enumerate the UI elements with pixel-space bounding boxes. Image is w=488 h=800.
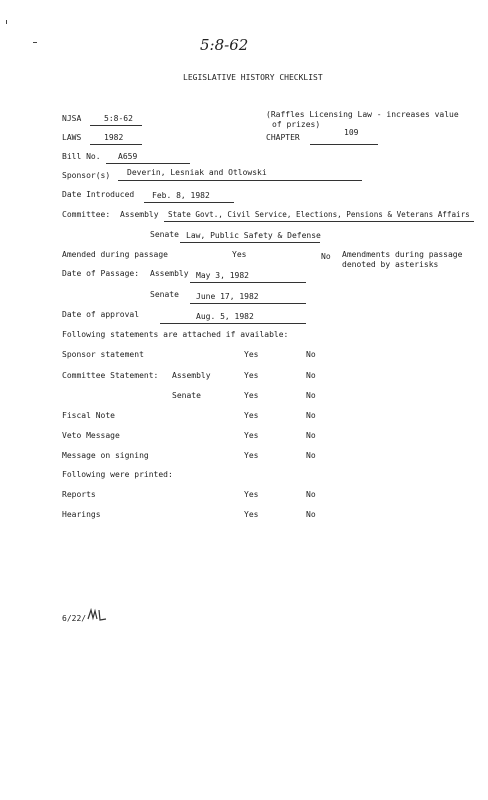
passage-senate-underline (190, 303, 306, 304)
committee-assembly-label: Assembly (120, 210, 159, 219)
statement-yes: Yes (244, 350, 259, 359)
bill-underline (106, 163, 190, 164)
scan-speck (33, 42, 37, 43)
printed-yes: Yes (244, 490, 259, 499)
attached-heading: Following statements are attached if available: (62, 330, 289, 339)
printed-label: Reports (62, 490, 96, 499)
statement-no: No (306, 350, 316, 359)
senate-committee-underline (180, 242, 320, 243)
statement-yes: Yes (244, 431, 259, 440)
passage-assembly-value: May 3, 1982 (196, 271, 249, 280)
printed-heading: Following were printed: (62, 470, 173, 479)
amendments-note: Amendments during passage (342, 250, 463, 259)
statement-no: No (306, 411, 316, 420)
date-introduced-value: Feb. 8, 1982 (152, 191, 210, 200)
statement-sub: Senate (172, 391, 201, 400)
passage-assembly-label: Assembly (150, 269, 189, 278)
assembly-committee-underline (164, 221, 474, 222)
amended-label: Amended during passage (62, 250, 168, 259)
statement-sub: Assembly (172, 371, 211, 380)
passage-assembly-underline (190, 282, 306, 283)
description-cont: of prizes) (272, 120, 321, 129)
statement-yes: Yes (244, 391, 259, 400)
passage-senate-label: Senate (150, 290, 179, 299)
njsa-label: NJSA (62, 114, 82, 123)
bill-value: A659 (118, 152, 138, 161)
scan-speck (6, 20, 7, 24)
printed-no: No (306, 510, 316, 519)
statement-label: Fiscal Note (62, 411, 115, 420)
handwritten-number: 5:8-62 (200, 36, 249, 54)
njsa-value: 5:8-62 (104, 114, 133, 123)
chapter-label: CHAPTER (266, 133, 300, 142)
laws-label: LAWS (62, 133, 82, 142)
statement-no: No (306, 391, 316, 400)
statement-no: No (306, 371, 316, 380)
printed-yes: Yes (244, 510, 259, 519)
sponsor-underline (118, 180, 362, 181)
approval-underline (160, 323, 306, 324)
statement-yes: Yes (244, 451, 259, 460)
laws-underline (90, 144, 142, 145)
laws-value: 1982 (104, 133, 124, 142)
statement-label: Veto Message (62, 431, 120, 440)
handwritten-initials-mark (86, 607, 108, 623)
printed-no: No (306, 490, 316, 499)
senate-committee-value: Law, Public Safety & Defense (186, 231, 321, 240)
footer-initials: 6/22/ (62, 614, 87, 623)
statement-no: No (306, 451, 316, 460)
page-title: LEGISLATIVE HISTORY CHECKLIST (183, 73, 323, 82)
committee-label: Committee: (62, 210, 111, 219)
date-introduced-label: Date Introduced (62, 190, 135, 199)
printed-label: Hearings (62, 510, 101, 519)
amended-yes: Yes (232, 250, 247, 259)
approval-value: Aug. 5, 1982 (196, 312, 254, 321)
statement-label: Message on signing (62, 451, 149, 460)
statement-yes: Yes (244, 411, 259, 420)
statement-yes: Yes (244, 371, 259, 380)
bill-label: Bill No. (62, 152, 101, 161)
assembly-committee-value: State Govt., Civil Service, Elections, Pensions & Veterans Affairs (168, 210, 470, 219)
date-introduced-underline (144, 202, 234, 203)
statement-no: No (306, 431, 316, 440)
njsa-underline (90, 125, 142, 126)
committee-senate-label: Senate (150, 230, 179, 239)
amended-no: No (321, 252, 331, 261)
passage-label: Date of Passage: (62, 269, 140, 278)
chapter-value: 109 (344, 128, 359, 137)
amendments-note-cont: denoted by asterisks (342, 260, 439, 269)
statement-label: Sponsor statement (62, 350, 144, 359)
statement-label: Committee Statement: (62, 371, 159, 380)
description: (Raffles Licensing Law - increases value (266, 110, 459, 119)
chapter-underline (310, 144, 378, 145)
approval-label: Date of approval (62, 310, 140, 319)
sponsor-label: Sponsor(s) (62, 171, 111, 180)
passage-senate-value: June 17, 1982 (196, 292, 259, 301)
sponsor-value: Deverin, Lesniak and Otlowski (127, 168, 267, 177)
